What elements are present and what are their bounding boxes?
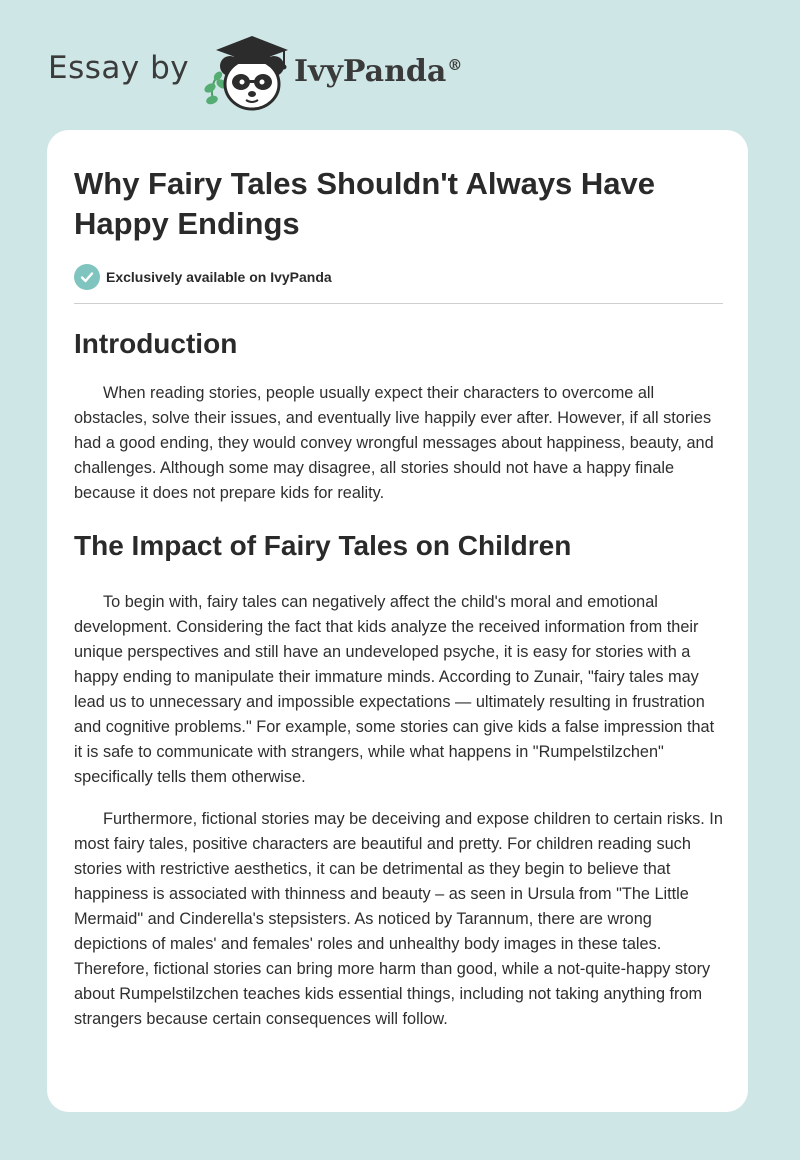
essay-card [47,130,748,1112]
divider [74,303,723,304]
paragraph: To begin with, fairy tales can negatively affect the child's moral and emotional development. Considering the fact that kids analyze the received information from their unique perspectives and still have an undeveloped psyche, it is easy for stories with a happy ending to manipulate their immature minds. According to Zunair, "fairy tales may lead us to unnecessary and impossible expectations — ultimately resulting in frustration and cognitive problems." For example, some stories can give kids a false impression that it is safe to communicate with strangers, while what happens in "Rumpelstilzchen" specifically tells them otherwise. [74,593,715,786]
essay-by-label: Essay by [48,50,190,86]
section-heading-introduction: Introduction [74,328,238,359]
section-heading-impact: The Impact of Fairy Tales on Children [74,530,572,561]
registered-mark: ® [447,56,463,74]
check-circle-icon [74,264,100,290]
essay-body [74,324,724,1032]
essay-title: Why Fairy Tales Shouldn't Always Have Happy Endings [74,166,656,241]
exclusive-badge-label: Exclusively available on IvyPanda [106,269,332,285]
paragraph: Furthermore, fictional stories may be deceiving and expose children to certain risks. In most fairy tales, positive characters are beautiful and pretty. For children reading such stories with restrictive aesthetics, it can be detrimental as they begin to believe that happiness is associated with thinness and beauty – as seen in Ursula from "The Little Mermaid" and Cinderella's stepsisters. As noticed by Tarannum, there are wrong depictions of males' and females' roles and unhealthy body images in these tales. Therefore, fictional stories can bring more harm than good, while a not-quite-happy story about Rumpelstilzchen teaches kids essential things, including not taking anything from strangers because certain consequences will follow. [74,810,723,1028]
panda-graduate-logo-icon[interactable] [200,32,292,114]
brand-name[interactable]: IvyPanda® [294,54,463,89]
exclusive-badge [74,264,332,290]
site-header [48,28,648,118]
paragraph: When reading stories, people usually expect their characters to overcome all obstacles, solve their issues, and eventually live happily ever after. However, if all stories had a good ending, they would convey wrongful messages about happiness, beauty, and challenges. Although some may disagree, all stories should not have a happy finale because it does not prepare kids for reality. [74,384,714,502]
